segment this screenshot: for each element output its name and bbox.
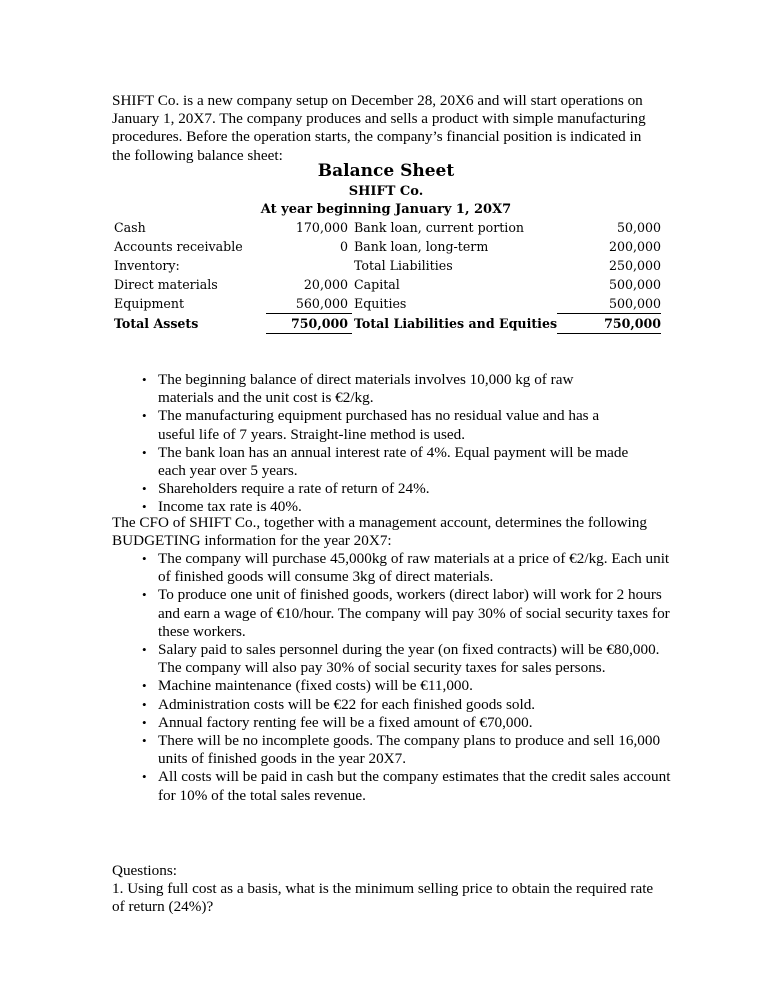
- balance-sheet-title: Balance Sheet: [317, 161, 455, 181]
- bullet-icon: •: [142, 587, 147, 603]
- question-1: 1. Using full cost as a basis, what is the minimum selling price to obtain the required rate of return (24%)?: [112, 880, 654, 916]
- bullet-icon: •: [142, 696, 147, 712]
- liability-amount: 250,000: [608, 258, 662, 273]
- bullet-icon: •: [142, 408, 147, 424]
- asset-amount: 0: [339, 239, 348, 254]
- list-item: [112, 407, 632, 443]
- facts-list: [112, 371, 632, 517]
- liability-label: Capital: [354, 277, 400, 292]
- list-item-text: All costs will be paid in cash but the company estimates that the credit sales account for 10% of the total sales revenue.: [158, 768, 671, 804]
- list-item: [112, 768, 672, 804]
- liability-label: Bank loan, long-term: [354, 239, 489, 254]
- bullet-icon: •: [142, 499, 147, 515]
- asset-label: Direct materials: [114, 277, 218, 292]
- list-item-text: The manufacturing equipment purchased has no residual value and has a useful life of 7 years. Straight-line method is used.: [158, 407, 600, 443]
- asset-amount: 560,000: [266, 294, 352, 314]
- list-item: [112, 732, 672, 768]
- bullet-icon: •: [142, 769, 147, 785]
- list-item-text: Shareholders require a rate of return of 24%.: [158, 480, 430, 498]
- list-item-text: The company will purchase 45,000kg of raw materials at a price of €2/kg. Each unit of finished goods will consume 3kg of direct materials.: [158, 550, 670, 586]
- table-row: [114, 237, 661, 256]
- liability-amount: 500,000: [608, 277, 662, 292]
- intro-paragraph: SHIFT Co. is a new company setup on December 28, 20X6 and will start operations on January 1, 20X7. The company produces and sells a product with simple manufacturing procedures. Before the operation starts, the company’s financial position is indicated in the following balance sheet:: [112, 92, 646, 164]
- table-row: [114, 256, 661, 275]
- table-row: [114, 294, 661, 314]
- bullet-icon: •: [142, 733, 147, 749]
- asset-amount: 20,000: [303, 277, 348, 292]
- bullet-icon: •: [142, 714, 147, 730]
- list-item: [112, 371, 632, 407]
- total-liabilities-equities-amount: 750,000: [557, 314, 661, 334]
- list-item-text: Administration costs will be €22 for each finished goods sold.: [158, 695, 536, 713]
- list-item: [112, 641, 672, 677]
- liability-amount: 50,000: [617, 220, 662, 235]
- list-item: [112, 586, 672, 641]
- list-item: [112, 444, 632, 480]
- liability-amount: 200,000: [608, 239, 662, 254]
- asset-label: Accounts receivable: [114, 239, 243, 254]
- total-row: [114, 314, 661, 334]
- liability-label: Bank loan, current portion: [354, 220, 525, 235]
- list-item: [112, 714, 672, 732]
- list-item: [112, 480, 632, 498]
- table-row: [114, 218, 661, 237]
- liability-label: Total Liabilities: [354, 258, 453, 273]
- asset-label: Cash: [114, 220, 146, 235]
- list-item-text: Machine maintenance (fixed costs) will be €11,000.: [158, 677, 473, 695]
- asset-label: Equipment: [114, 296, 185, 312]
- asset-label: Inventory:: [114, 258, 180, 273]
- list-item-text: Salary paid to sales personnel during the year (on fixed contracts) will be €80,000. The company will also pay 30% of social security taxes for sales persons.: [158, 641, 660, 677]
- balance-sheet-date: At year beginning January 1, 20X7: [260, 202, 512, 217]
- liability-amount: 500,000: [557, 294, 661, 314]
- list-item-text: The bank loan has an annual interest rate of 4%. Equal payment will be made each year over 5 years.: [158, 443, 629, 480]
- liability-label: Equities: [354, 296, 407, 312]
- bullet-icon: •: [142, 372, 147, 387]
- questions-heading: Questions:: [112, 862, 177, 879]
- balance-sheet-table: [114, 218, 661, 334]
- list-item-text: The beginning balance of direct materials involves 10,000 kg of raw materials and the unit cost is €2/kg.: [158, 371, 574, 407]
- list-item-text: Income tax rate is 40%.: [158, 498, 302, 516]
- bullet-icon: •: [142, 642, 147, 658]
- cfo-paragraph: The CFO of SHIFT Co., together with a management account, determines the following BUDGETING information for the year 20X7:: [112, 514, 647, 550]
- bullet-icon: •: [142, 551, 147, 566]
- total-assets-label: Total Assets: [114, 316, 199, 331]
- list-item: [112, 696, 672, 714]
- bullet-icon: •: [142, 444, 147, 460]
- balance-sheet-company: SHIFT Co.: [348, 184, 424, 199]
- table-row: [114, 275, 661, 294]
- list-item-text: To produce one unit of finished goods, workers (direct labor) will work for 2 hours and earn a wage of €10/hour. The company will pay 30% of social security taxes for these workers.: [158, 586, 670, 640]
- bullet-icon: •: [142, 678, 147, 694]
- budget-list: [112, 550, 672, 805]
- list-item-text: Annual factory renting fee will be a fixed amount of €70,000.: [158, 713, 533, 731]
- asset-amount: [266, 256, 352, 275]
- total-liabilities-equities-label: Total Liabilities and Equities: [354, 316, 558, 331]
- bullet-icon: •: [142, 481, 147, 497]
- total-assets-amount: 750,000: [266, 314, 352, 334]
- asset-amount: 170,000: [295, 220, 348, 235]
- list-item: [112, 677, 672, 695]
- list-item-text: There will be no incomplete goods. The company plans to produce and sell 16,000 units of finished goods in the year 20X7.: [158, 732, 661, 768]
- list-item: [112, 550, 672, 586]
